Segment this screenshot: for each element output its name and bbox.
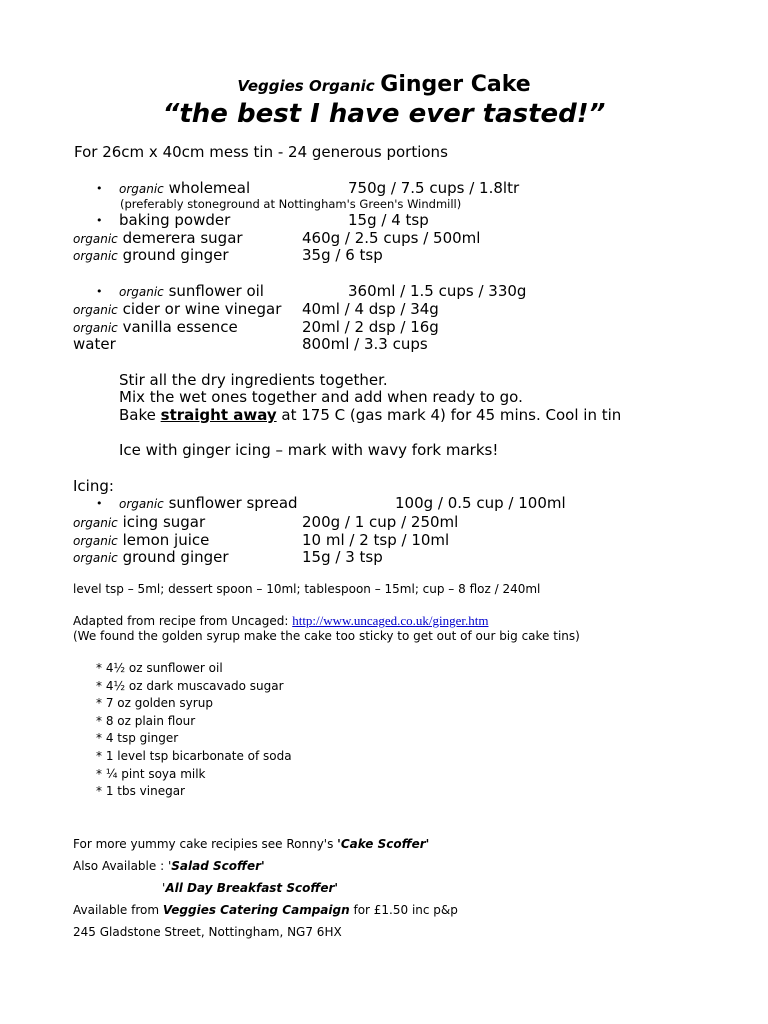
icing-ginger bbox=[73, 548, 229, 566]
organic-label: organic bbox=[73, 249, 118, 263]
icing-heading: Icing: bbox=[73, 477, 114, 495]
salad-scoffer-title: Salad Scoffer' bbox=[171, 859, 265, 873]
available-text: Available from bbox=[73, 903, 163, 917]
more-text: For more yummy cake recipies see Ronny's bbox=[73, 837, 338, 851]
method-bake-text: Bake bbox=[119, 406, 161, 424]
method-icing: Ice with ginger icing – mark with wavy fork marks! bbox=[119, 441, 499, 459]
organic-label: organic bbox=[73, 551, 118, 565]
bullet-icon: • bbox=[96, 182, 103, 195]
ingredient-qty: 100g / 0.5 cup / 100ml bbox=[395, 494, 566, 512]
ingredient-qty: 15g / 3 tsp bbox=[302, 548, 383, 566]
ingredient-name: sunflower spread bbox=[168, 494, 298, 512]
ingredient-name: vanilla essence bbox=[122, 318, 238, 336]
organic-label: organic bbox=[119, 285, 164, 299]
ingredient-note: (preferably stoneground at Nottingham's Green's Windmill) bbox=[120, 197, 462, 211]
list-item: * 4½ oz sunflower oil bbox=[96, 661, 223, 675]
ingredient-oil bbox=[119, 282, 264, 300]
more-recipes-line bbox=[73, 837, 429, 851]
list-item: * ¼ pint soya milk bbox=[96, 766, 206, 781]
tagline: “the best I have ever tasted!” bbox=[162, 99, 606, 129]
ingredient-qty: 20ml / 2 dsp / 16g bbox=[302, 318, 439, 336]
ingredient-name: wholemeal bbox=[168, 179, 251, 197]
method-emphasis: straight away bbox=[160, 406, 277, 424]
title-prefix: Veggies Organic bbox=[237, 77, 375, 95]
ingredient-name: cider or wine vinegar bbox=[122, 300, 282, 318]
ingredient-name: ground ginger bbox=[122, 246, 229, 264]
method-step-2: Mix the wet ones together and add when ready to go. bbox=[119, 388, 523, 406]
ingredient-name: sunflower oil bbox=[168, 282, 264, 300]
ingredient-name: lemon juice bbox=[122, 531, 210, 549]
ingredient-qty: 360ml / 1.5 cups / 330g bbox=[348, 282, 527, 300]
measures-note: level tsp – 5ml; dessert spoon – 10ml; tablespoon – 15ml; cup – 8 floz / 240ml bbox=[73, 582, 541, 596]
also-text: Also Available : ' bbox=[73, 859, 172, 873]
list-item: * 8 oz plain flour bbox=[96, 713, 196, 728]
ingredient-wholemeal bbox=[119, 179, 250, 197]
ingredient-demerera bbox=[73, 229, 243, 247]
list-item: * 7 oz golden syrup bbox=[96, 696, 213, 711]
tin-size-intro: For 26cm x 40cm mess tin - 24 generous portions bbox=[74, 143, 448, 161]
ingredient-name: ground ginger bbox=[122, 548, 229, 566]
cake-scoffer-title: 'Cake Scoffer' bbox=[337, 837, 430, 851]
method-step-1: Stir all the dry ingredients together. bbox=[119, 371, 388, 389]
breakfast-line bbox=[162, 881, 338, 895]
ingredient-qty: 800ml / 3.3 cups bbox=[302, 335, 428, 353]
ingredient-qty: 460g / 2.5 cups / 500ml bbox=[302, 229, 481, 247]
breakfast-scoffer-title: All Day Breakfast Scoffer' bbox=[165, 881, 339, 895]
also-available-line bbox=[73, 859, 265, 873]
organic-label: organic bbox=[73, 516, 118, 530]
adapted-note: (We found the golden syrup make the cake too sticky to get out of our big cake tins) bbox=[73, 629, 580, 643]
method-step-3 bbox=[119, 406, 621, 424]
organic-label: organic bbox=[73, 534, 118, 548]
breakfast-quote: ' bbox=[162, 881, 166, 895]
address: 245 Gladstone Street, Nottingham, NG7 6HX bbox=[73, 925, 342, 939]
ingredient-name: baking powder bbox=[119, 211, 231, 229]
ingredient-qty: 15g / 4 tsp bbox=[348, 211, 429, 229]
organic-label: organic bbox=[73, 232, 118, 246]
ingredient-name: icing sugar bbox=[122, 513, 206, 531]
campaign-name: Veggies Catering Campaign bbox=[162, 903, 350, 917]
organic-label: organic bbox=[73, 303, 118, 317]
available-from-line bbox=[73, 903, 458, 917]
ingredient-qty: 200g / 1 cup / 250ml bbox=[302, 513, 459, 531]
ingredient-qty: 750g / 7.5 cups / 1.8ltr bbox=[348, 179, 520, 197]
title-line bbox=[0, 72, 768, 97]
bullet-icon: • bbox=[96, 497, 103, 510]
organic-label: organic bbox=[119, 497, 164, 511]
list-item: * 1 level tsp bicarbonate of soda bbox=[96, 748, 292, 763]
icing-lemon bbox=[73, 531, 209, 549]
ingredient-qty: 35g / 6 tsp bbox=[302, 246, 383, 264]
bullet-icon: • bbox=[96, 214, 103, 227]
ingredient-qty: 40ml / 4 dsp / 34g bbox=[302, 300, 439, 318]
ingredient-vinegar bbox=[73, 300, 281, 318]
ingredient-name: demerera sugar bbox=[122, 229, 243, 247]
list-item: * 1 tbs vinegar bbox=[96, 784, 185, 799]
list-item: * 4 tsp ginger bbox=[96, 731, 179, 746]
icing-sugar bbox=[73, 513, 205, 531]
ingredient-name: water bbox=[73, 335, 116, 353]
list-item: * 4½ oz dark muscavado sugar bbox=[96, 678, 284, 693]
ingredient-ginger bbox=[73, 246, 229, 264]
uncaged-link[interactable]: http://www.uncaged.co.uk/ginger.htm bbox=[292, 613, 489, 628]
organic-label: organic bbox=[73, 321, 118, 335]
ingredient-qty: 10 ml / 2 tsp / 10ml bbox=[302, 531, 450, 549]
price-text: for £1.50 inc p&p bbox=[349, 903, 458, 917]
title-main: Ginger Cake bbox=[380, 72, 531, 97]
icing-spread bbox=[119, 494, 298, 512]
adapted-line bbox=[73, 613, 489, 629]
method-bake-rest: at 175 C (gas mark 4) for 45 mins. Cool in tin bbox=[276, 406, 622, 424]
original-ingredients-list bbox=[96, 660, 292, 801]
adapted-text: Adapted from recipe from Uncaged: bbox=[73, 614, 293, 628]
bullet-icon: • bbox=[96, 285, 103, 298]
organic-label: organic bbox=[119, 182, 164, 196]
ingredient-vanilla bbox=[73, 318, 238, 336]
